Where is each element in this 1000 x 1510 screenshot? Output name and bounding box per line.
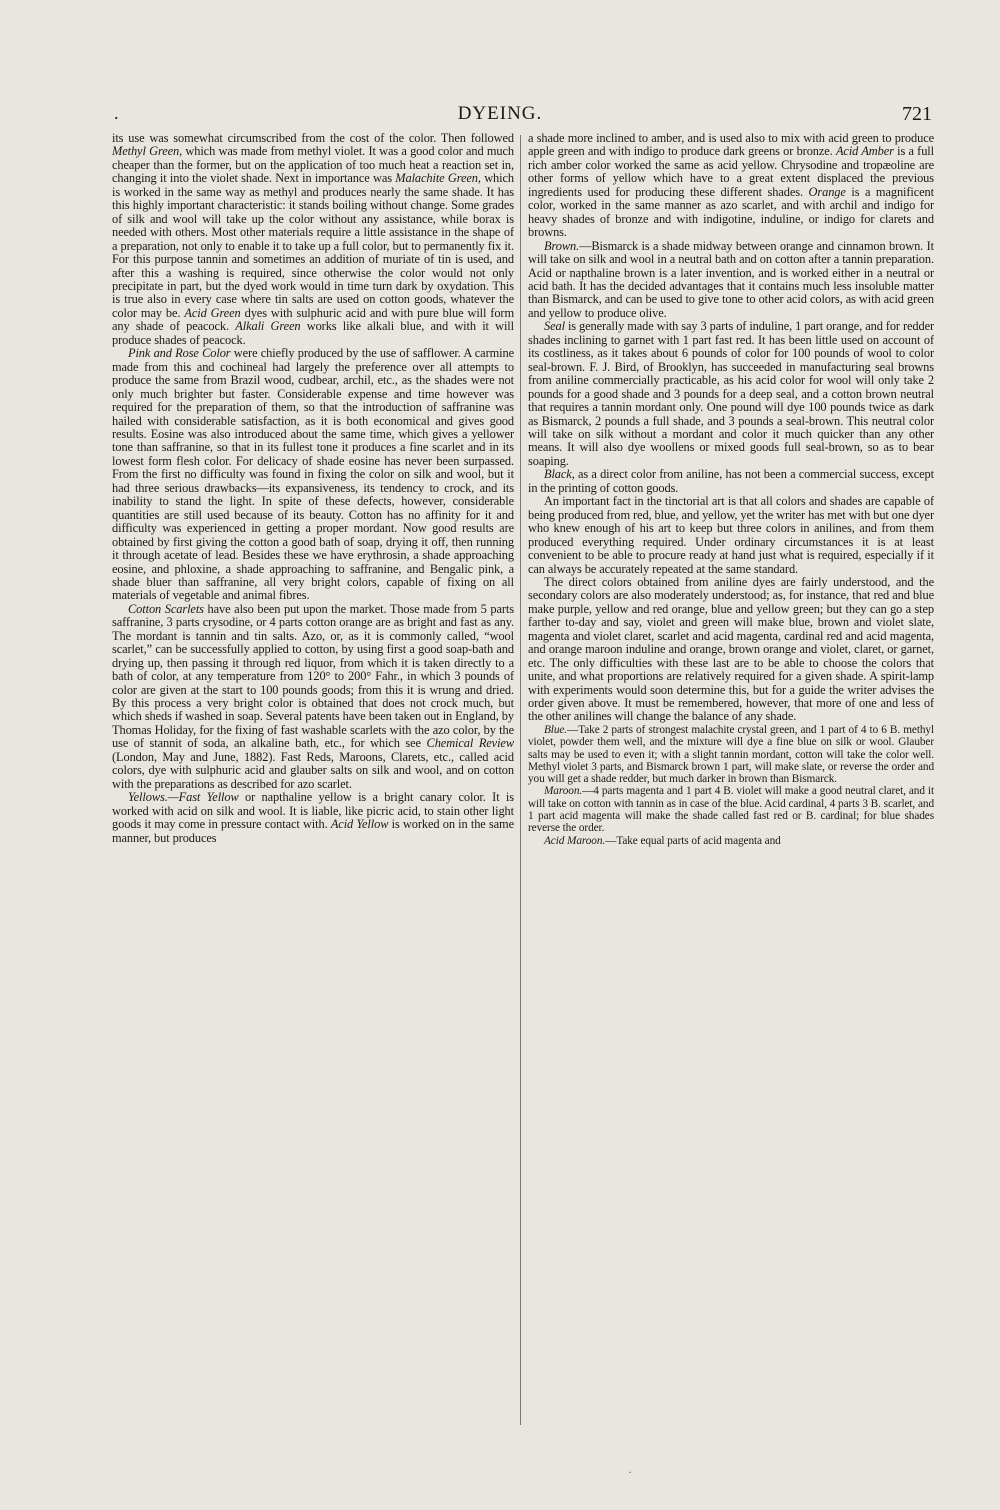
paragraph: a shade more inclined to amber, and is used also to mix with acid green to produce apple green and with indigo to produce dark greens or bronze. Acid Amber is a full rich amber color worked the same as acid yellow. Chrysodine and tropæoline are other forms of yellow which have to a great extent displaced the previous ingredients used for producing these different shades. Orange is a magnificent color, worked in the same manner as azo scarlet, and with archil and indigo for heavy shades of bronze and with indigotine, induline, or indigo for clarets and browns. xyxy=(528,132,934,240)
paragraph: Black, as a direct color from aniline, has not been a commercial success, except in the printing of cotton goods. xyxy=(528,467,934,495)
paragraph: Pink and Rose Color were chiefly produced by the use of safflower. A carmine made from this and cochineal had largely the preference over all attempts to produce the same from Brazil wood, cudbear, archil, etc., as the shades were not only much brighter but faster. Considerable expense and time however was required for the preparation of them, so that the introduction of saffranine was hailed with considerable satisfaction, as it is both economical and gives good results. Eosine was also introduced about the same time, which gives a yellower tone than saffranine, so that in its fullest tone it produces a fine scarlet and in its lowest form flesh color. For delicacy of shade eosine has never been surpassed. From the first no difficulty was found in fixing the color on silk and wool, but it had three serious drawbacks—its expansiveness, its tendency to crock, and its inability to stand the light. In spite of these defects, however, considerable quantities are still used because of its beauty. Cotton has no affinity for it and difficulty was experienced in getting a proper mordant. Now good results are obtained by first giving the cotton a good bath of soap, drying it off, then running it through acetate of lead. Besides these we have erythrosin, a shade approaching eosine, and phloxine, a shade approaching to saffranine, and Bengalic pink, a shade bluer than saffranine, all very bright colors, capable of fixing on all materials of vegetable and animal fibres. xyxy=(112,346,514,603)
paragraph: An important fact in the tinctorial art is that all colors and shades are capable of being produced from red, blue, and yellow, yet the writer has met with but one dyer who knew enough of his art to keep but three colors in anilines, and from them produced everything required. Under ordinary circumstances it is at least convenient to be able to procure ready at hand just what is required, especially if it can always be accurately repeated at the same standard. xyxy=(528,494,934,576)
paragraph: Brown.—Bismarck is a shade midway between orange and cinnamon brown. It will take on silk and wool in a neutral bath and on cotton after a tannin preparation. Acid or napthaline brown is a later invention, and is worked either in a neutral or acid bath. It has the decided advantages that it contains much less insoluble matter than Bismarck, and can be used to give tone to other acid colors, as with acid green and yellow to produce olive. xyxy=(528,238,934,320)
page-number: 721 xyxy=(902,103,932,125)
paragraph: Cotton Scarlets have also been put upon the market. Those made from 5 parts saffranine, 3 parts crysodine, or 4 parts cotton orange are as bright and fast as any. The mordant is tannin and tin salts. Azo, or, as it is commonly called, “wool scarlet,” can be successfully applied to cotton, by using first a good soap-bath and drying up, then passing it through red liquor, from which it is taken directly to a bath of color, at any temperature from 120° to 200° Fahr., in which 3 pounds of color are given at the start to 100 pounds goods; from this it is wrung and dried. By this process a very bright color is obtained that does not crock much, but which sheds if washed in soap. Several patents have been taken out in England, by Thomas Holiday, for the fixing of fast washable scarlets with the azo color, by the use of stannit of soda, an alkaline bath, etc., for which see Chemical Review (London, May and June, 1882). Fast Reds, Maroons, Clarets, etc., called acid colors, dye with sulphuric acid and glauber salts on silk and wool, and on cotton with the preparations as described for azo scarlet. xyxy=(112,601,514,791)
paragraph: Seal is generally made with say 3 parts of induline, 1 part orange, and for redder shades inclining to garnet with 1 part fast red. It has been little used on account of its costliness, as it takes about 6 pounds of color for 100 pounds of wool to color seal-brown. F. J. Bird, of Brooklyn, has succeeded in manufacturing seal browns from aniline commercially practicable, as his acid color for wool will only take 2 pounds for a good shade and 3 pounds for a deep seal, and a cotton brown neutral that requires a tannin mordant only. One pound will dye 100 pounds twice as dark as Bismarck, 2 pounds a full shade, and 3 pounds a seal-brown. This neutral color will take on silk without a mordant and color it much quicker than any other means. It will also dye woollens or mixed goods full seal-brown, so as to bear soaping. xyxy=(528,319,934,468)
paragraph: Yellows.—Fast Yellow or napthaline yellow is a bright canary color. It is worked with acid on silk and wool. It is liable, like picric acid, to stain other light goods it may come in pressure contact with. Acid Yellow is worked on in the same manner, but produces xyxy=(112,790,514,845)
margin-dot: . xyxy=(114,103,119,123)
column-divider xyxy=(520,135,521,1425)
paragraph: its use was somewhat circumscribed from the cost of the color. Then followed Methyl Green, which was made from methyl violet. It was a good color and much cheaper than the former, but on the application of too much heat a reaction set in, changing it into the violet shade. Next in importance was Malachite Green, which is worked in the same way as methyl and produces nearly the same shade. It has this highly important characteristic: it stands boiling without change. Some grades of silk and wool will take up the color without any assistance, while borax is needed with others. Most other materials require a little assistance in the shape of a preparation, not only to enable it to take up a full color, but to permanently fix it. For this purpose tannin and sometimes an addition of muriate of tin is used, and after this a washing is required, since otherwise the color would not only precipitate in part, but the dyed work would in time turn dark by oxydation. This is true also in every case where tin salts are used on cotton goods, whatever the color may be. Acid Green dyes with sulphuric acid and with pure blue will form any shade of peacock. Alkali Green works like alkali blue, and with it will produce shades of peacock. xyxy=(112,132,514,347)
footer-mark: · xyxy=(628,1465,632,1479)
paragraph: The direct colors obtained from aniline dyes are fairly understood, and the secondary colors are also moderately understood; as, for instance, that red and blue make purple, yellow and red orange, blue and yellow green; but they can go a step farther to-day and say, violet and green will make blue, brown and violet slate, magenta and violet claret, scarlet and acid magenta, cardinal red and acid magenta, and orange maroon induline and orange, brown orange and violet, claret, or garnet, etc. The only difficulties with these last are to be able to choose the colors that unite, and what proportions are relatively required for a given shade. A spirit-lamp with experiments would soon determine this, but for a guide the writer advises the order given above. It must be remembered, however, that more of one and less of the other anilines will change the balance of any shade. xyxy=(528,574,934,724)
page-title: DYEING. xyxy=(457,103,543,124)
running-head xyxy=(0,103,1000,127)
left-column xyxy=(112,132,514,1452)
right-column xyxy=(528,132,934,1452)
recipe-paragraph: Blue.—Take 2 parts of strongest malachite crystal green, and 1 part of 4 to 6 B. methyl violet, powder them well, and the mixture will dye a fine blue on silk or wool. Glauber salts may be used to even it; with a slight tannin mordant, cotton will take the color well. Methyl violet 3 parts, and Bismarck brown 1 part, will make slate, or reverse the order and you will get a shade redder, but much darker in brown than Bismarck. xyxy=(528,723,934,786)
recipe-paragraph: Acid Maroon.—Take equal parts of acid magenta and xyxy=(544,834,781,847)
recipe-paragraph: Maroon.—4 parts magenta and 1 part 4 B. violet will make a good neutral claret, and it will take on cotton with tannin as in case of the blue. Acid cardinal, 4 parts 3 B. scarlet, and 1 part acid magenta will make the shade called fast red or B. cardinal; for blue shades reverse the order. xyxy=(528,785,934,835)
